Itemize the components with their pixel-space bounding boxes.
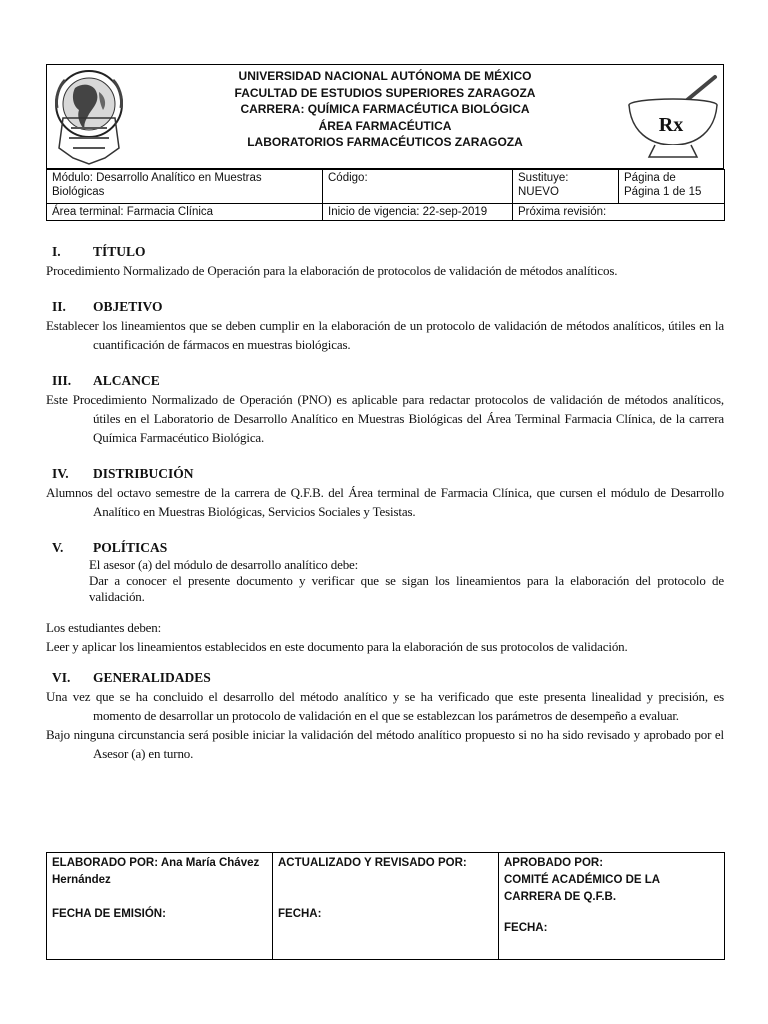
section-text: Procedimiento Normalizado de Operación para la elaboración de protocolos de validación de métodos analíticos.: [46, 263, 618, 278]
pagina-cell: [619, 170, 725, 204]
aprobado-cell: [499, 853, 725, 960]
elaborado-por: ELABORADO POR: Ana María Chávez Hernández: [52, 857, 260, 886]
pagina-value: Página 1 de 15: [624, 186, 702, 198]
section-title: DISTRIBUCIÓN: [93, 465, 194, 481]
section-title: TÍTULO: [93, 243, 146, 259]
estudiantes-text: Los estudiantes deben:: [46, 620, 162, 635]
asesor-item: Dar a conocer el presente documento y verificar que se sigan los lineamientos para la elaboración del protocolo de validación.: [89, 573, 724, 604]
header-line-2: FACULTAD DE ESTUDIOS SUPERIORES ZARAGOZA: [234, 85, 536, 100]
section-heading: [46, 242, 724, 261]
unam-seal-icon: [53, 68, 125, 166]
section-text: Establecer los lineamientos que se deben cumplir en la elaboración de un protocolo de validación de métodos analíticos, útiles en la cuantificación de fármacos en muestras biológicas.: [46, 318, 724, 352]
section-heading: [46, 371, 724, 390]
section-number: I.: [52, 243, 61, 259]
fecha-revision: FECHA:: [278, 908, 322, 920]
estudiantes-item: Leer y aplicar los lineamientos establecidos en este documento para la elaboración de sus protocolos de validación.: [46, 639, 628, 654]
actualizado-cell: [273, 853, 499, 960]
elaborado-cell: [47, 853, 273, 960]
section-objetivo: [46, 297, 724, 354]
header-line-1: UNIVERSIDAD NACIONAL AUTÓNOMA DE MÉXICO: [238, 69, 532, 83]
revision-cell: Próxima revisión:: [513, 204, 725, 221]
section-politicas: [46, 538, 724, 656]
area-cell: Área terminal: Farmacia Clínica: [47, 204, 323, 221]
mortar-pestle-icon: [625, 71, 721, 163]
codigo-cell: Código:: [323, 170, 513, 204]
section-title: ALCANCE: [93, 372, 160, 388]
comite-academico: COMITÉ ACADÉMICO DE LA CARRERA DE Q.F.B.: [504, 874, 660, 903]
sustituye-label: Sustituye:: [518, 172, 569, 184]
header-line-3: CARRERA: QUÍMICA FARMACÉUTICA BIOLÓGICA: [240, 102, 530, 116]
vigencia-cell: Inicio de vigencia: 22-sep-2019: [323, 204, 513, 221]
fecha-emision: FECHA DE EMISIÓN:: [52, 908, 166, 920]
section-number: IV.: [52, 465, 69, 481]
pagina-label: Página de: [624, 172, 676, 184]
document-header: [46, 64, 724, 169]
aprobado-por: APROBADO POR:: [504, 857, 604, 869]
header-line-5: LABORATORIOS FARMACÉUTICOS ZARAGOZA: [247, 135, 523, 149]
actualizado-por: ACTUALIZADO Y REVISADO POR:: [278, 857, 467, 869]
section-heading: [46, 464, 724, 483]
sustituye-value: NUEVO: [518, 186, 559, 198]
document-meta-table: [46, 169, 725, 221]
section-number: II.: [52, 298, 66, 314]
header-line-4: ÁREA FARMACÉUTICA: [318, 118, 452, 133]
section-title: POLÍTICAS: [93, 539, 168, 555]
section-titulo: [46, 242, 724, 280]
section-title: OBJETIVO: [93, 298, 163, 314]
section-title: GENERALIDADES: [93, 669, 211, 685]
section-distribucion: [46, 464, 724, 521]
section-alcance: [46, 371, 724, 447]
section-number: VI.: [52, 669, 71, 685]
signature-table: [46, 852, 725, 960]
section-text: Este Procedimiento Normalizado de Operación (PNO) es aplicable para redactar protocolos de validación de métodos analíticos, útiles en el Laboratorio de Desarrollo Analítico en Muestras Biológicas del Área Terminal Farmacia Clínica, de la carrera Química Farmacéutico Biológica.: [46, 392, 724, 445]
asesor-text: El asesor (a) del módulo de desarrollo analítico debe:: [89, 557, 359, 572]
section-heading: [46, 297, 724, 316]
section-heading: [46, 538, 724, 557]
sustituye-cell: [513, 170, 619, 204]
section-number: III.: [52, 372, 72, 388]
section-heading: [46, 668, 724, 687]
fecha-aprobado: FECHA:: [504, 922, 548, 934]
modulo-cell: Módulo: Desarrollo Analítico en Muestras Biológicas: [47, 170, 323, 204]
rx-label: Rx: [658, 114, 684, 136]
generalidades-p2: Bajo ninguna circunstancia será posible iniciar la validación del método analítico propuesto si no ha sido revisado y aprobado por el Asesor (a) en turno.: [46, 727, 724, 761]
generalidades-p1: Una vez que se ha concluido el desarrollo del método analítico y se ha verificado que este presenta linealidad y precisión, es momento de desarrollar un protocolo de validación en el que se establezcan los parámetros de desempeño a evaluar.: [46, 689, 724, 723]
section-generalidades: [46, 668, 724, 763]
section-text: Alumnos del octavo semestre de la carrera de Q.F.B. del Área terminal de Farmacia Clínica, que cursen el módulo de Desarrollo Analítico en Muestras Biológicas, Servicios Sociales y Tesistas.: [46, 485, 724, 519]
section-number: V.: [52, 539, 64, 555]
document-body: [46, 242, 724, 763]
institution-title: [167, 68, 603, 151]
